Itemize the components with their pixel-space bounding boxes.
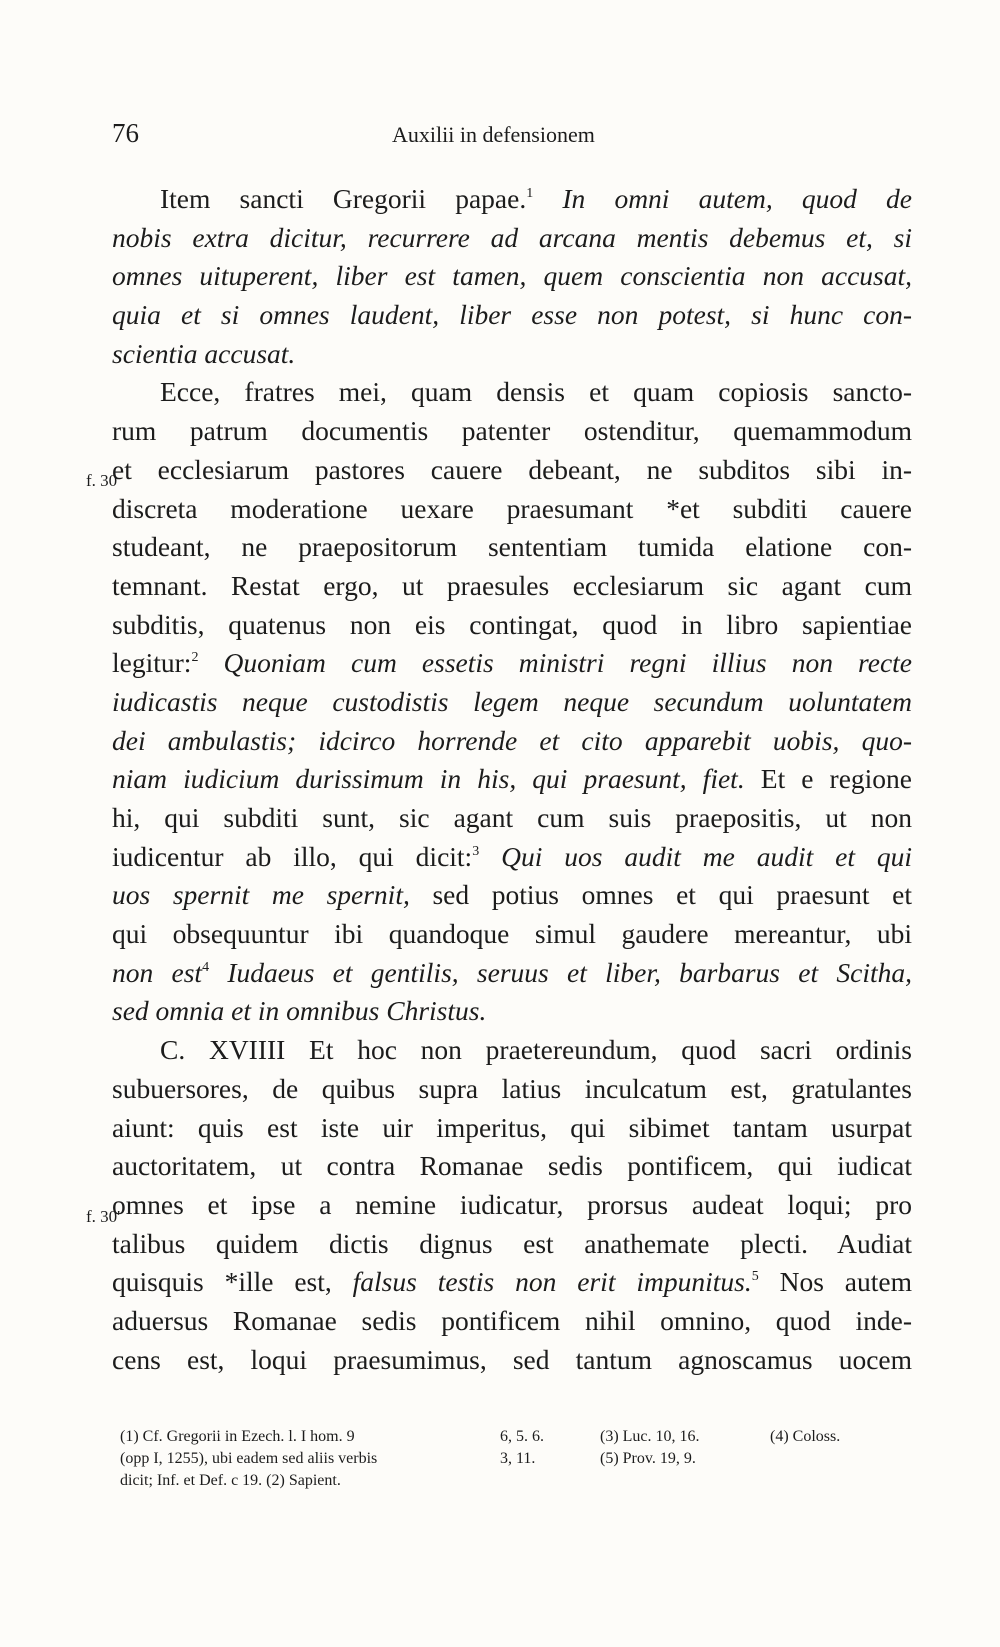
text-line: rum patrum documentis patenter ostenditur, quemammodum [112,415,912,447]
text-line: sed omnia et in omnibus Christus. [112,995,487,1027]
text-line: et ecclesiarum pastores cauere debeant, ne subditos sibi in- [112,453,912,485]
text-line: subditis, quatenus non eis contingat, quod in libro sapientiae [112,608,912,640]
text-line: Ecce, fratres mei, quam densis et quam copiosis sancto- [160,376,912,408]
text-line: iudicastis neque custodistis legem neque secundum uoluntatem [112,685,912,717]
text-line: subuersores, de quibus supra latius inculcatum est, gratulantes [112,1072,912,1104]
text-line: discreta moderatione uexare praesumant *et subditi cauere [112,492,912,524]
footnotes [120,1426,900,1492]
text-line: omnes et ipse a nemine iudicatur, prorsus audeat loqui; pro [112,1188,912,1220]
main-text [112,180,912,1379]
text-line: uos spernit me spernit, sed potius omnes et qui praesunt et [112,879,912,911]
text-line: iudicentur ab illo, qui dicit:$^3$ Qui uos audit me audit et qui [112,840,912,872]
text-line: aiunt: quis est iste uir imperitus, qui sibimet tantam usurpat [112,1111,912,1143]
text-line: qui obsequuntur ibi quandoque simul gaudere mereantur, ubi [112,918,912,950]
text-line: nobis extra dicitur, recurrere ad arcana mentis debemus et, si [112,221,912,253]
text-line: quisquis *ille est, falsus testis non erit impunitus.$^5$ Nos autem [112,1266,912,1298]
margin-folio-note: f. 30' [86,1207,121,1226]
margin-folio-note: f. 30 [86,471,118,490]
text-line: dei ambulastis; idcirco horrende et cito apparebit uobis, quo- [112,724,912,756]
text-line: temnant. Restat ergo, ut praesules ecclesiarum sic agant cum [112,569,912,601]
page-number: 76 [112,118,139,148]
text-line: auctoritatem, ut contra Romanae sedis pontificem, qui iudicat [112,1150,912,1182]
text-line: aduersus Romanae sedis pontificem nihil omnino, quod inde- [112,1304,912,1336]
text-line: scientia accusat. [112,337,296,369]
text-line: hi, qui subditi sunt, sic agant cum suis praepositis, ut non [112,802,912,833]
text-line: cens est, loqui praesumimus, sed tantum agnoscamus uocem [112,1343,912,1375]
text-line: quia et si omnes laudent, liber esse non potest, si hunc con- [112,299,912,331]
text-line: omnes uituperent, liber est tamen, quem conscientia non accusat, [112,260,912,292]
text-line: niam iudicium durissimum in his, qui praesunt, fiet. Et e regione [112,763,913,795]
footnote-row: dicit; Inf. et Def. c 19. (2) Sapient. [120,1472,341,1489]
text-line: legitur:$^2$ Quoniam cum essetis ministri regni illius non recte [112,647,912,679]
text-line: Item sancti Gregorii papae.$^1$ In omni autem, quod de [160,183,912,214]
text-line: studeant, ne praepositorum sententiam tumida elatione con- [112,531,912,563]
text-line: non est$^4$ Iudaeus et gentilis, seruus et liber, barbarus et Scitha, [112,956,912,988]
footnote-row: (opp I, 1255), ubi eadem sed aliis verbis 3, 11. (5) Prov. 19, 9. [120,1450,696,1467]
running-title: Auxilii in defensionem [392,122,595,147]
footnote-row: (1) Cf. Gregorii in Ezech. l. I hom. 9 6, 5. 6. (3) Luc. 10, 16. (4) Coloss. [120,1428,841,1445]
text-line: talibus quidem dictis dignus est anathemate plecti. Audiat [112,1227,912,1259]
chapter-line: C. XVIIII Et hoc non praetereundum, quod sacri ordinis [160,1034,912,1066]
page-header [112,118,912,158]
